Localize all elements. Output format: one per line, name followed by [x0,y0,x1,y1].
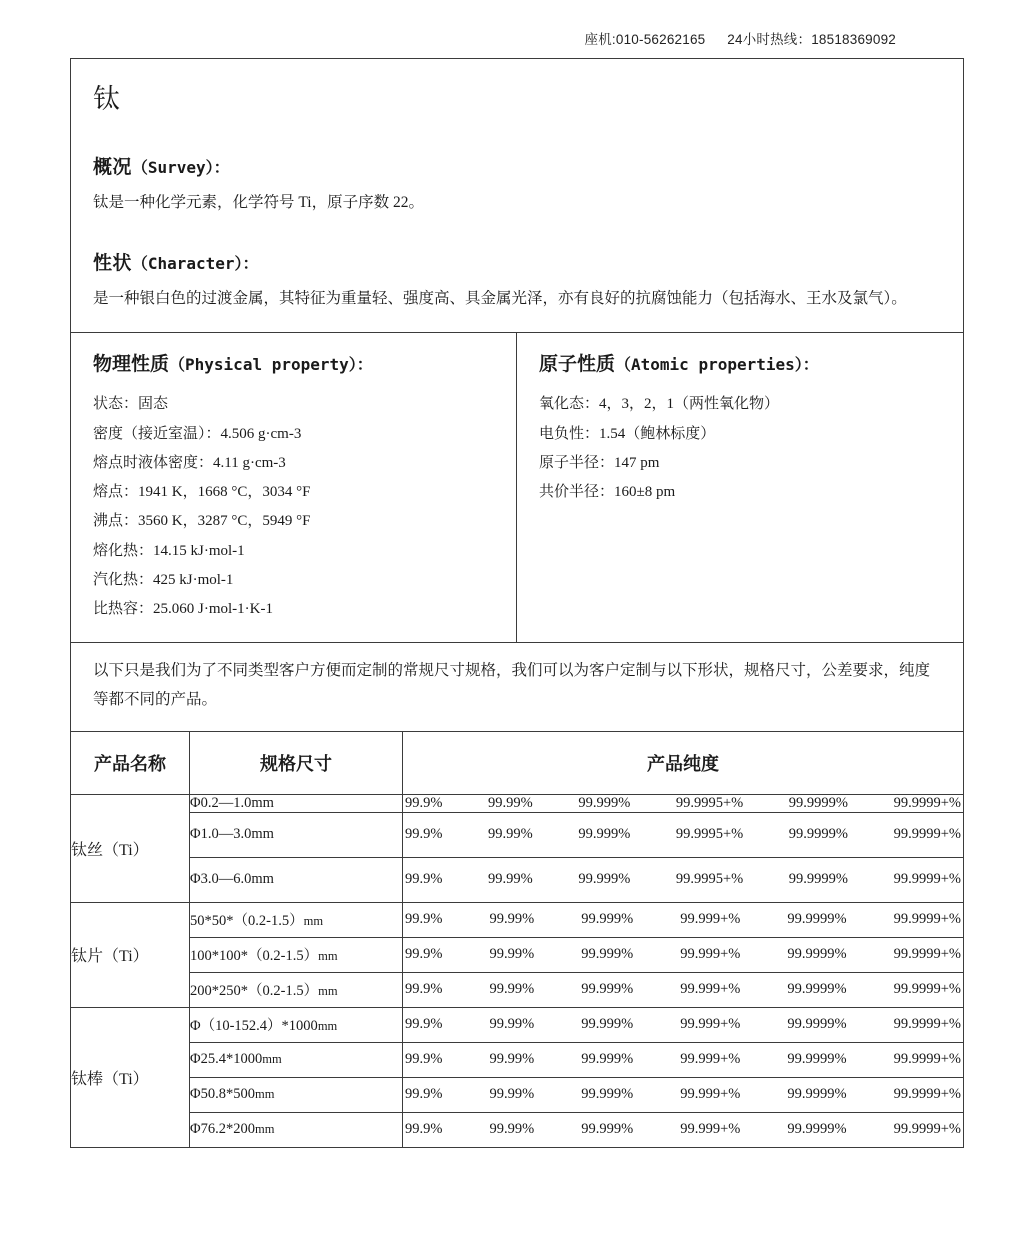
atomic-heading-cn: 原子性质 [539,354,616,376]
table-row [71,1077,963,1112]
purity-value: 99.9% [405,1051,443,1068]
landline-text: 座机:010-56262165 [584,32,706,47]
purity-value: 99.999+% [680,1086,741,1103]
product-name-cell: 钛丝（Ti） [71,794,190,902]
table-row [71,1007,963,1042]
table-row [71,794,963,812]
physical-heading-en: （Physical property）： [169,355,373,375]
spec-text: Φ0.2—1.0mm [190,794,274,811]
table-row [71,1112,963,1147]
spec-text: 200*250*（0.2-1.5） [190,983,319,1000]
physical-line: 密度（接近室温）：4.506 g·cm-3 [93,425,302,442]
purity-value: 99.999+% [680,946,741,963]
titanium-spec-sheet [70,58,964,1148]
product-purity-cell [403,1077,964,1112]
spec-unit: mm [317,1019,338,1034]
spec-text: Φ25.4*1000 [190,1051,263,1068]
purity-value: 99.99% [489,946,535,963]
product-purity-cell [403,1007,964,1042]
physical-line: 熔化热：14.15 kJ·mol-1 [93,542,245,559]
survey-heading-en: （Survey）： [131,158,230,177]
product-purity-cell [403,1112,964,1147]
physical-heading-cn: 物理性质 [93,354,170,376]
product-spec-cell [190,794,403,812]
purity-value: 99.99% [488,871,533,888]
purity-value: 99.999% [581,1121,634,1138]
purity-list [403,1051,963,1068]
spec-text: 50*50*（0.2-1.5） [190,913,304,930]
product-spec-cell [190,857,403,902]
purity-value: 99.99% [488,794,533,811]
purity-value: 99.999% [581,1016,634,1033]
column-header-purity [403,732,964,795]
note-text: 以下只是我们为了不同类型客户方便而定制的常规尺寸规格，我们可以为客户定制与以下形状，规格尺寸，公差要求，纯度等都不同的产品。 [93,662,931,708]
page-title: 钛 [93,84,120,114]
character-heading-en: （Character）： [131,254,259,274]
customization-note [71,643,963,731]
product-purity-cell [403,857,964,902]
table-row [71,902,963,937]
product-spec-cell [190,812,403,857]
purity-value: 99.99% [489,1121,535,1138]
spec-text: Φ76.2*200 [190,1121,255,1138]
column-header-name-label: 产品名称 [94,753,166,774]
purity-value: 99.999+% [680,1016,741,1033]
purity-list [403,946,963,963]
spec-unit: mm [318,984,338,999]
purity-list [403,911,963,928]
table-row [71,937,963,972]
survey-heading-cn: 概况 [93,157,132,178]
product-spec-cell [190,902,403,937]
product-spec-cell [190,937,403,972]
purity-value: 99.9999% [787,911,847,928]
purity-value: 99.9% [405,1016,443,1033]
spec-text: 100*100*（0.2-1.5） [190,948,319,965]
spec-unit: mm [254,1122,275,1137]
purity-value: 99.999+% [680,1121,741,1138]
header-contact-info [0,0,1024,58]
product-name-cell: 钛片（Ti） [71,902,190,1007]
physical-line: 比热容：25.060 J·mol-1·K-1 [93,601,273,617]
purity-value: 99.9% [405,871,443,888]
physical-line: 熔点时液体密度：4.11 g·cm-3 [93,454,286,471]
purity-value: 99.999+% [680,981,741,998]
purity-value: 99.999% [578,794,631,811]
purity-value: 99.99% [489,981,535,998]
spec-text: Φ3.0—6.0mm [190,871,274,888]
column-header-purity-label: 产品纯度 [647,753,719,774]
atomic-line: 氧化态：4，3，2，1（两性氧化物） [539,396,780,413]
physical-properties-column [71,333,517,642]
purity-value: 99.999% [581,981,634,998]
spec-text: Φ（10-152.4）*1000 [190,1018,318,1035]
purity-value: 99.999% [581,1086,634,1103]
purity-value: 99.9999% [787,1051,847,1068]
purity-value: 99.9999% [787,1121,847,1138]
character-text: 是一种银白色的过渡金属，其特征为重量轻、强度高、具金属光泽，亦有良好的抗腐蚀能力（包括海水、王水及氯气）。 [93,290,907,308]
purity-value: 99.9% [405,794,443,811]
purity-value: 99.9999% [787,1086,847,1103]
physical-line: 熔点：1941 K，1668 °C，3034 °F [93,484,311,500]
product-spec-cell [190,1007,403,1042]
spec-text: Φ50.8*500 [190,1086,255,1103]
atomic-heading [539,349,943,376]
survey-section [71,152,963,232]
product-spec-cell [190,1112,403,1147]
purity-list [403,1086,963,1103]
table-row [71,857,963,902]
title-block [71,59,963,136]
product-purity-cell [403,812,964,857]
product-spec-cell [190,972,403,1007]
table-row [71,812,963,857]
spec-unit: mm [254,1087,275,1102]
product-purity-cell [403,972,964,1007]
purity-value: 99.9995+% [675,794,744,811]
atomic-properties-column [517,333,963,642]
product-purity-cell [403,902,964,937]
product-purity-cell [403,794,964,812]
properties-row [71,332,963,643]
purity-list [403,826,963,843]
purity-value: 99.9999% [788,871,849,888]
physical-line: 汽化热：425 kJ·mol-1 [93,571,234,588]
character-heading [93,248,941,275]
purity-value: 99.9% [405,946,443,963]
purity-value: 99.99% [489,1086,535,1103]
spec-unit: mm [303,914,324,929]
purity-value: 99.9999% [787,946,847,963]
atomic-line: 原子半径：147 pm [539,454,660,471]
purity-value: 99.9999+% [893,794,961,811]
purity-value: 99.9999% [788,826,849,843]
purity-value: 99.999% [581,946,634,963]
purity-list [403,981,963,998]
physical-heading [93,349,496,376]
physical-line: 状态：固态 [93,396,169,413]
purity-value: 99.9999% [788,794,849,811]
purity-value: 99.99% [488,826,533,843]
column-header-name [71,732,190,795]
character-heading-cn: 性状 [93,253,132,275]
purity-value: 99.9% [405,1086,443,1103]
purity-value: 99.9999+% [893,911,961,928]
purity-value: 99.999+% [680,1051,741,1068]
purity-value: 99.999% [578,871,631,888]
spec-text: Φ1.0—3.0mm [190,826,274,843]
purity-value: 99.9995+% [675,871,744,888]
purity-value: 99.999% [581,911,634,928]
table-row [71,1042,963,1077]
purity-value: 99.999+% [680,911,741,928]
purity-value: 99.9999+% [893,826,961,843]
purity-list [403,795,963,812]
purity-value: 99.999% [578,826,631,843]
survey-heading [93,152,941,179]
column-header-spec [190,732,403,795]
purity-list [403,1121,963,1138]
survey-text: 钛是一种化学元素，化学符号 Ti，原子序数 22。 [93,194,424,211]
purity-value: 99.9999+% [893,981,961,998]
table-row [71,972,963,1007]
product-spec-cell [190,1077,403,1112]
purity-value: 99.9% [405,911,443,928]
purity-value: 99.9% [405,981,443,998]
atomic-line: 电负性：1.54（鲍林标度） [539,425,716,442]
spec-unit: mm [318,949,338,964]
spec-unit: mm [262,1052,282,1067]
column-header-spec-label: 规格尺寸 [260,753,332,774]
purity-value: 99.99% [489,1051,535,1068]
purity-value: 99.9999+% [893,871,961,888]
product-purity-cell [403,937,964,972]
purity-list [403,1016,963,1033]
purity-value: 99.9999+% [893,1016,961,1033]
purity-value: 99.9999+% [893,1051,961,1068]
character-section [71,248,963,332]
table-header-row [71,732,963,795]
atomic-heading-en: （Atomic properties）： [615,355,819,375]
purity-value: 99.9999% [787,1016,847,1033]
purity-value: 99.9% [405,826,443,843]
purity-list [403,871,963,888]
purity-value: 99.9999+% [893,1121,961,1138]
purity-value: 99.9999% [787,981,847,998]
purity-value: 99.99% [489,911,535,928]
product-name-cell: 钛棒（Ti） [71,1007,190,1147]
atomic-line: 共价半径：160±8 pm [539,484,676,500]
purity-value: 99.9999+% [893,946,961,963]
physical-line: 沸点：3560 K，3287 °C，5949 °F [93,513,311,530]
purity-value: 99.999% [581,1051,634,1068]
product-spec-cell [190,1042,403,1077]
product-specification-table [71,732,963,1148]
hotline-text: 24小时热线：18518369092 [727,32,896,47]
purity-value: 99.9999+% [893,1086,961,1103]
purity-value: 99.99% [489,1016,535,1033]
purity-value: 99.9% [405,1121,443,1138]
product-purity-cell [403,1042,964,1077]
purity-value: 99.9995+% [675,826,744,843]
